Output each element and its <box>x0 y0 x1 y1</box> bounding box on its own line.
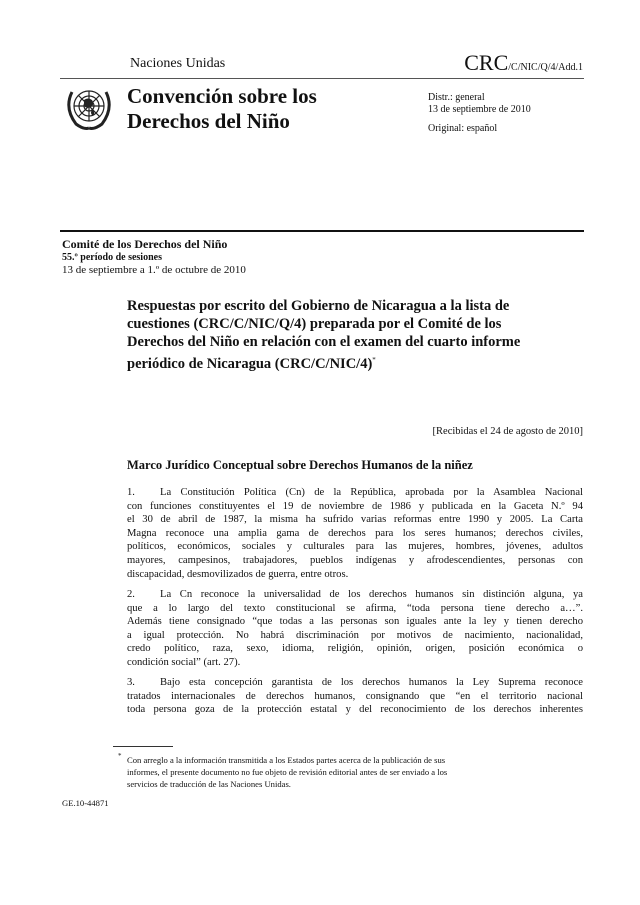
line-text: Bajo esta concepción garantista de los derechos humanos la Ley Suprema reconoce <box>160 677 583 688</box>
paragraph-2 <box>127 588 583 670</box>
paragraph-1 <box>127 486 583 581</box>
committee-name: Comité de los Derechos del Niño <box>62 237 228 251</box>
un-emblem-icon <box>62 82 116 132</box>
footnote-mark: * <box>118 752 122 760</box>
paragraph-line <box>127 703 583 717</box>
paragraph-line <box>127 676 583 690</box>
paragraph-line <box>127 568 583 582</box>
line-text: discapacidad, desmovilizados de guerra, entre otros. <box>127 568 349 580</box>
footnote-rule <box>113 746 173 747</box>
footnote-line: servicios de traducción de las Naciones Unidas. <box>127 779 291 789</box>
session: 55.º período de sesiones <box>62 252 162 263</box>
section-rule <box>60 230 584 232</box>
symbol-main: CRC <box>464 50 509 75</box>
paragraph-line <box>127 656 583 670</box>
paragraph-line <box>127 615 583 629</box>
line-text: condición social” (art. 27). <box>127 656 241 668</box>
paragraph-line <box>127 540 583 554</box>
symbol-rest: /C/NIC/Q/4/Add.1 <box>508 62 583 73</box>
footnote-line: informes, el presente documento no fue objeto de revisión editorial antes de ser enviado a los <box>127 767 448 777</box>
paragraph-line <box>127 602 583 616</box>
line-text: credo político, raza, sexo, idioma, religión, opinión, origen, posición económica o <box>127 643 583 655</box>
document-title-text: Respuestas por escrito del Gobierno de Nicaragua a la lista de cuestiones (CRC/C/NIC/Q/4) preparada por el Comité de los Derechos del Niño en relación con el examen del cuarto informe periódico de Nicaragua (CRC/C/NIC/4) <box>127 298 521 372</box>
paragraph-line <box>127 588 583 602</box>
paragraph-line <box>127 642 583 656</box>
paragraph-line <box>127 527 583 541</box>
document-symbol <box>464 50 583 76</box>
paragraph-line <box>127 500 583 514</box>
line-text: con funciones constituyentes el 19 de noviembre de 1986 y publicada en la Gaceta N.º 94 <box>127 500 583 512</box>
line-text: políticos, económicos, sociales y culturales para las mujeres, hombres, jóvenes, adultos <box>127 541 583 553</box>
line-text: a igual protección. No habrá discriminación por motivos de nacimiento, nacionalidad, <box>127 629 583 641</box>
original-language: Original: español <box>428 123 498 134</box>
line-text: toda persona goza de la protección estatal y del reconocimiento de los derechos inherentes <box>127 704 583 716</box>
distribution-info <box>428 92 531 135</box>
line-text: La Cn reconoce la universalidad de los derechos humanos sin distinción alguna, ya <box>160 589 583 600</box>
line-text: mayores, campesinos, trabajadores, pueblos indígenas y afrodescendientes, personas con <box>127 554 583 566</box>
job-number: GE.10-44871 <box>62 798 109 808</box>
footnote-line: Con arreglo a la información transmitida a los Estados partes acerca de la publicación de sus <box>127 755 446 765</box>
line-text: La Constitución Política (Cn) de la República, aprobada por la Asamblea Nacional <box>160 487 583 498</box>
convention-title <box>127 84 317 134</box>
line-text: Magna reconoce una amplia gama de derechos para los seres humanos; derechos civiles, <box>127 527 583 539</box>
issue-date: 13 de septiembre de 2010 <box>428 104 531 115</box>
paragraph-line <box>127 513 583 527</box>
committee-block <box>62 238 246 277</box>
paragraph-line <box>127 554 583 568</box>
paragraph-number: 2. <box>127 589 135 600</box>
title-line: Convención sobre los <box>127 84 317 108</box>
title-line: Derechos del Niño <box>127 109 290 133</box>
received-date: [Recibidas el 24 de agosto de 2010] <box>432 426 583 437</box>
section-heading: Marco Jurídico Conceptual sobre Derechos Humanos de la niñez <box>127 458 473 472</box>
paragraph-line <box>127 629 583 643</box>
paragraph-number: 1. <box>127 487 135 498</box>
line-text: tratados internacionales de derechos humanos, consignando que “en el territorio nacional <box>127 690 583 702</box>
document-title <box>127 297 527 373</box>
distr: Distr.: general <box>428 92 485 103</box>
line-text: Además tiene consignado “que todas a las personas son iguales ante la ley y tienen derecho <box>127 616 583 628</box>
org-name: Naciones Unidas <box>130 56 226 71</box>
line-text: que a lo largo del texto constitucional se afirma, “toda persona tiene derecho a…”. <box>127 602 583 614</box>
header-rule <box>60 78 584 79</box>
footnote <box>127 754 507 790</box>
paragraph-number: 3. <box>127 677 135 688</box>
session-dates: 13 de septiembre a 1.º de octubre de 2010 <box>62 264 246 276</box>
paragraph-line <box>127 690 583 704</box>
paragraph-line <box>127 486 583 500</box>
footnote-ref[interactable]: * <box>372 356 376 364</box>
line-text: el 30 de abril de 1987, la misma ha sufrido varias reformas entre 1990 y 2005. La Carta <box>127 514 583 526</box>
paragraph-3 <box>127 676 583 717</box>
